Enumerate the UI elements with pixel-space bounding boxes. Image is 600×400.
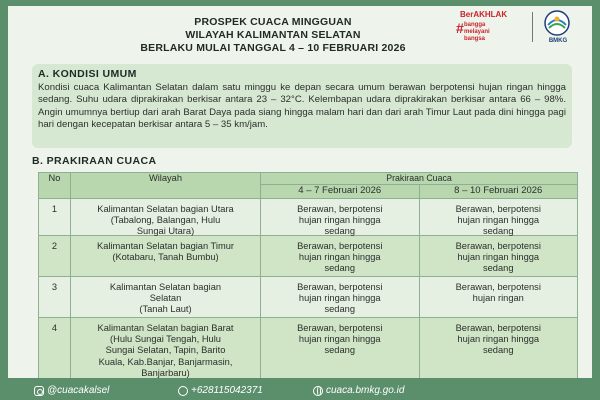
- whatsapp-icon: [178, 386, 188, 396]
- logo-divider: [532, 12, 533, 42]
- column-header-range-1: 4 – 7 Februari 2026: [261, 185, 420, 199]
- row-number: 3: [51, 282, 58, 292]
- column-header-prakiraan: Prakiraan Cuaca: [261, 173, 578, 185]
- kondisi-umum-panel: [32, 64, 572, 148]
- column-header-wilayah: Wilayah: [71, 173, 261, 199]
- row-wilayah: Kalimantan Selatan bagian Selatan (Tanah Laut): [109, 282, 222, 315]
- weather-prospect-page: [8, 6, 592, 378]
- bangga-hash-icon: #: [456, 20, 464, 36]
- row-forecast-range-2: Berawan, berpotensi hujan ringan hingga sedang: [455, 204, 541, 237]
- table-row: [39, 199, 578, 236]
- title-line-3: BERLAKU MULAI TANGGAL 4 – 10 FEBRUARI 2026: [140, 42, 406, 54]
- row-forecast-range-2: Berawan, berpotensi hujan ringan hingga sedang: [455, 241, 541, 274]
- forecast-table: [38, 172, 578, 378]
- row-forecast-range-2: Berawan, berpotensi hujan ringan: [455, 282, 541, 304]
- title-line-1: PROSPEK CUACA MINGGUAN: [194, 16, 352, 28]
- row-wilayah: Kalimantan Selatan bagian Barat (Hulu Sungai Tengah, Hulu Sungai Selatan, Tapin, Barito Kuala, Kab.Banjar, Banjarmasin, Banjarbaru): [97, 323, 234, 378]
- table-row: [39, 318, 578, 379]
- column-header-range-2: 8 – 10 Februari 2026: [419, 185, 578, 199]
- whatsapp-link[interactable]: +628115042371: [178, 385, 263, 396]
- website-link[interactable]: cuaca.bmkg.go.id: [313, 385, 404, 396]
- table-row: [39, 277, 578, 318]
- instagram-link[interactable]: @cuacakalsel: [34, 385, 109, 396]
- bangga-melayani-logo: bangga melayani bangsa: [464, 22, 490, 42]
- row-forecast-range-2: Berawan, berpotensi hujan ringan hingga sedang: [455, 323, 541, 356]
- web-icon: [313, 386, 323, 396]
- header-logos: [444, 8, 584, 48]
- row-wilayah: Kalimantan Selatan bagian Utara (Tabalong, Balangan, Hulu Sungai Utara): [97, 204, 234, 237]
- footer: [8, 380, 592, 400]
- table-row: [39, 236, 578, 277]
- berakhlak-logo: BerAKHLAK: [460, 10, 508, 19]
- prakiraan-cuaca-heading: B. PRAKIRAAN CUACA: [32, 155, 157, 167]
- title-line-2: WILAYAH KALIMANTAN SELATAN: [185, 29, 361, 41]
- row-forecast-range-1: Berawan, berpotensi hujan ringan hingga sedang: [297, 323, 383, 356]
- row-forecast-range-1: Berawan, berpotensi hujan ringan hingga sedang: [297, 204, 383, 237]
- row-number: 2: [51, 241, 58, 251]
- instagram-icon: [34, 386, 44, 396]
- kondisi-umum-heading: A. KONDISI UMUM: [38, 68, 137, 80]
- row-wilayah: Kalimantan Selatan bagian Timur (Kotabaru, Tanah Bumbu): [97, 241, 234, 263]
- row-forecast-range-1: Berawan, berpotensi hujan ringan hingga sedang: [297, 282, 383, 315]
- row-number: 4: [51, 323, 58, 333]
- row-number: 1: [51, 204, 58, 214]
- page-title: [108, 16, 438, 55]
- bmkg-logo-text: BMKG: [548, 38, 568, 44]
- column-header-no: No: [39, 173, 71, 199]
- kondisi-umum-text: Kondisi cuaca Kalimantan Selatan dalam satu minggu ke depan secara umum berawan berpotensi hujan ringan hingga sedang. Suhu udara diprakirakan berkisar antara 23 – 32°C. Kelembapan udara diprakirakan berkisar antara 66 – 98%. Angin umumnya bertiup dari arah Barat Daya pada siang hingga malam hari dan dari arah Timur Laut pada dini hingga pagi hari dengan kecepatan berkisar antara 5 – 35 km/jam.: [38, 82, 566, 131]
- bmkg-emblem-icon: [544, 10, 570, 36]
- header: [8, 6, 592, 58]
- row-forecast-range-1: Berawan, berpotensi hujan ringan hingga sedang: [297, 241, 383, 274]
